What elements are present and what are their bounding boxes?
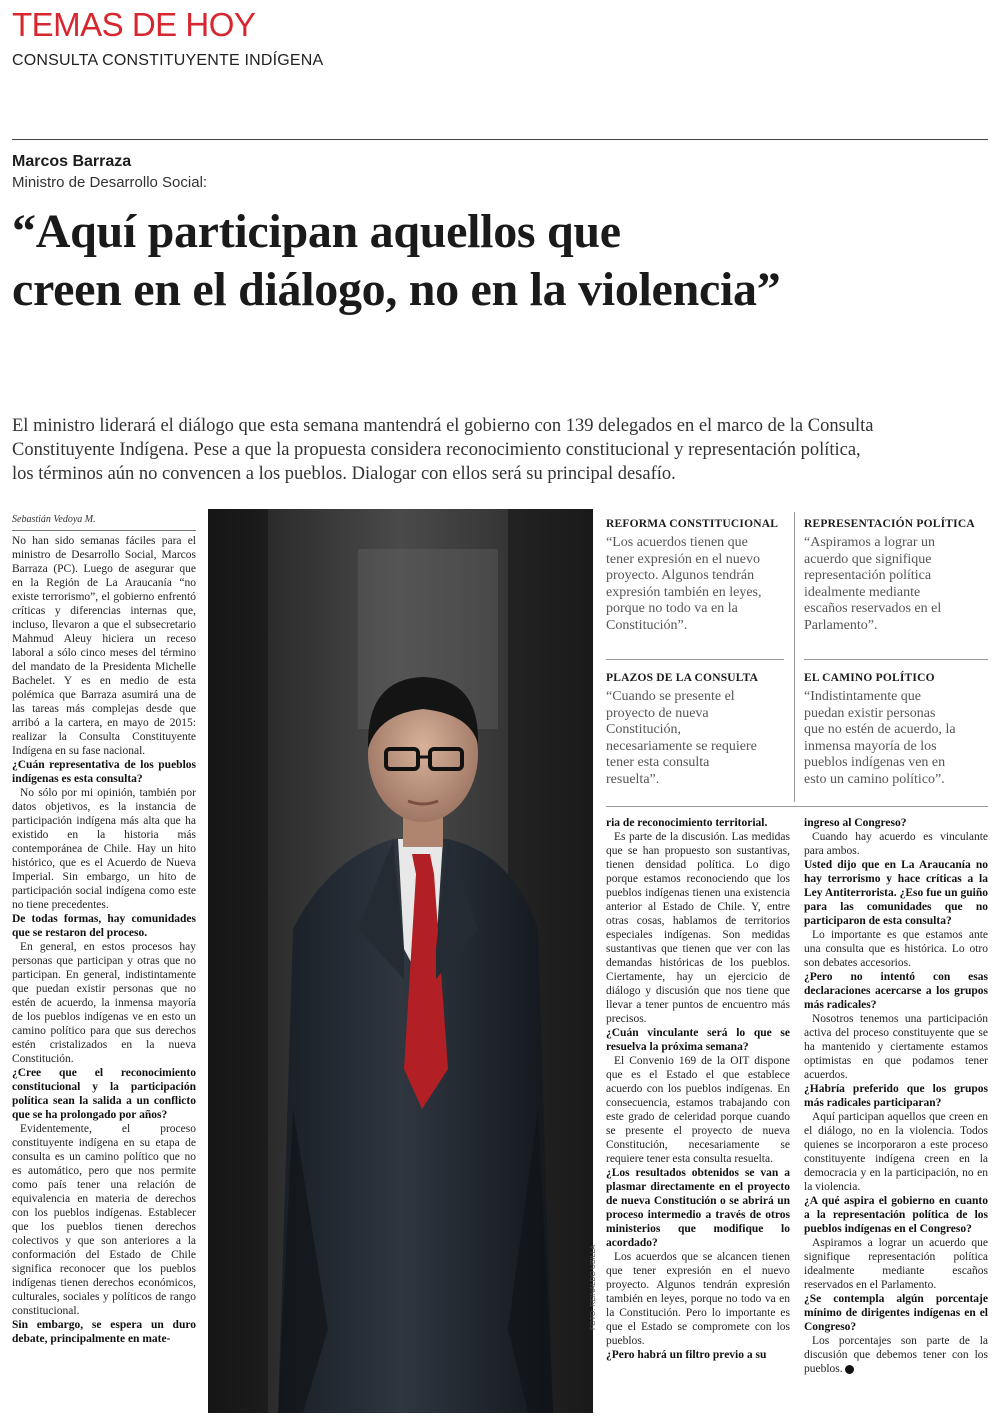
- paragraph-text: ¿Cree que el reconocimiento constitucional y la participación política sean la salida a un conflicto que se ha prolongado por años?: [12, 1067, 196, 1121]
- article-paragraph: [606, 1054, 790, 1166]
- quote-line: “Aspiramos a lograr un: [804, 535, 936, 550]
- interview-question: [804, 816, 988, 830]
- paragraph-text: En general, en estos procesos hay personas que participan y otras que no participan. En general, indistintamente que puedan existir personas que no estén de acuerdo, la inmensa mayoría de los pueblos indígenas ve en esto un camino político para que sus derechos estén cristalizados en la nueva Constitución.: [12, 941, 196, 1065]
- quote-line: “Indistintamente que: [804, 689, 922, 704]
- quote-line: “Los acuerdos tienen que: [606, 535, 748, 550]
- interview-question: [606, 1348, 790, 1362]
- interview-question: [804, 1082, 988, 1110]
- quote-line: escaños reservados en el: [804, 601, 942, 616]
- interview-question: [804, 1194, 988, 1236]
- paragraph-text: Los acuerdos que se alcancen tienen que tener expresión en el nuevo proyecto. Algunos tendrán expresión también en leyes, porque no todo va en la Constitución. Pero lo importante es que el Estado se compromete con los pueblos.: [606, 1251, 790, 1347]
- quote-box-camino: [804, 672, 990, 788]
- article-paragraph: [804, 830, 988, 858]
- quote-line: tener esta consulta: [606, 755, 710, 770]
- article-author: Sebastián Vedoya M.: [12, 514, 96, 525]
- section-subtitle: CONSULTA CONSTITUYENTE INDÍGENA: [12, 52, 324, 69]
- paragraph-text: Aspiramos a lograr un acuerdo que signifique representación política idealmente mediante escaños reservados en el Parlamento.: [804, 1237, 988, 1291]
- quote-box-plazos: [606, 672, 784, 788]
- paragraph-text: ria de reconocimiento territorial.: [606, 817, 768, 829]
- quote-line: inmensa mayoría de los: [804, 738, 937, 754]
- interview-question: [606, 1166, 790, 1250]
- lead-paragraph: [12, 414, 992, 486]
- author-divider: [12, 530, 196, 531]
- paragraph-text: ¿A qué aspira el gobierno en cuanto a la representación política de los pueblos indígenas en el Congreso?: [804, 1195, 988, 1235]
- paragraph-text: ¿Pero habrá un filtro previo a su: [606, 1349, 767, 1361]
- headline-line: creen en el diálogo, no en la violencia”: [12, 263, 781, 316]
- article-paragraph: [12, 940, 196, 1066]
- paragraph-text: Aquí participan aquellos que creen en el diálogo, no en la violencia. Todos quienes se incorporaron a este proceso constituyente indígena creen en la democracia y en la participación, no en la violencia.: [804, 1111, 988, 1193]
- interview-question: [804, 970, 988, 1012]
- paragraph-text: Cuando hay acuerdo es vinculante para ambos.: [804, 831, 988, 857]
- interview-question: [804, 858, 988, 928]
- lead-line: El ministro liderará el diálogo que esta semana mantendrá el gobierno con 139 delegados en el marco de la Consulta: [12, 416, 874, 436]
- quote-line: acuerdo que signifique: [804, 551, 932, 567]
- paragraph-text: ¿Se contempla algún porcentaje mínimo de dirigentes indígenas en el Congreso?: [804, 1293, 988, 1333]
- top-divider: [12, 139, 988, 140]
- end-mark-icon: [845, 1365, 854, 1374]
- interview-question: [12, 1066, 196, 1122]
- photo-credit: FOTO: REINALDO UBILLA: [590, 1244, 597, 1330]
- quote-line: idealmente mediante: [804, 584, 921, 600]
- quote-line: proyecto de nueva: [606, 705, 709, 721]
- interviewee-role: Ministro de Desarrollo Social:: [12, 174, 208, 191]
- quote-box-reforma: [606, 518, 784, 634]
- lead-line: Constituyente Indígena. Pese a que la propuesta considera reconocimiento constitucional y representación política,: [12, 440, 861, 460]
- paragraph-text: ¿Cuán vinculante será lo que se resuelva la próxima semana?: [606, 1027, 790, 1053]
- paragraph-text: ¿Pero no intentó con esas declaraciones acercarse a los grupos más radicales?: [804, 971, 988, 1011]
- quote-line: “Cuando se presente el: [606, 689, 735, 704]
- box-divider: [794, 512, 795, 802]
- article-paragraph: [804, 1110, 988, 1194]
- paragraph-text: El Convenio 169 de la OIT dispone que es el Estado el que establece acuerdo con los pueblos indígenas. En consecuencia, estamos trabajando con este grado de celeridad porque cuando se presente el proyecto de nueva Constitución, necesariamente se requiere tener esta consulta resuelta.: [606, 1055, 790, 1165]
- article-paragraph: [804, 928, 988, 970]
- section-label: TEMAS DE HOY: [12, 6, 256, 43]
- paragraph-text: ¿Los resultados obtenidos se van a plasmar directamente en el proyecto de nueva Constitución o se abrirá un proceso intermedio a través de otros ministerios que modifique lo acordado?: [606, 1167, 790, 1249]
- quote-box-heading: PLAZOS DE LA CONSULTA: [606, 672, 759, 684]
- box-divider: [606, 659, 784, 660]
- article-paragraph: [804, 1236, 988, 1292]
- quote-line: Constitución,: [606, 722, 682, 737]
- article-paragraph: [12, 786, 196, 912]
- quote-line: Constitución”.: [606, 617, 688, 633]
- box-divider: [804, 659, 988, 660]
- quote-box-representacion: [804, 518, 990, 634]
- paragraph-text: De todas formas, hay comunidades que se restaron del proceso.: [12, 913, 196, 939]
- headline-line: “Aquí participan aquellos que: [12, 205, 621, 258]
- portrait-photo: [208, 509, 593, 1413]
- paragraph-text: ¿Cuán representativa de los pueblos indígenas es esta consulta?: [12, 759, 196, 785]
- paragraph-text: ¿Habría preferido que los grupos más radicales participaran?: [804, 1083, 988, 1109]
- interview-question: [606, 816, 790, 830]
- article-column-3: [606, 816, 790, 1362]
- article-paragraph: [606, 1250, 790, 1348]
- quote-box-text: [606, 535, 784, 634]
- article-paragraph: [804, 1334, 988, 1376]
- interview-question: [12, 758, 196, 786]
- quote-box-heading: REFORMA CONSTITUCIONAL: [606, 518, 779, 530]
- interview-question: [12, 1318, 196, 1346]
- quote-box-text: [606, 689, 784, 788]
- article-paragraph: [804, 1012, 988, 1082]
- paragraph-text: Usted dijo que en La Araucanía no hay terrorismo y hace críticas a la Ley Antiterrorista. ¿Eso fue un guiño para las comunidades que no participaron de esta consulta?: [804, 859, 988, 927]
- paragraph-text: Nosotros tenemos una participación activa del proceso constituyente que se ha mantenido y ciertamente estamos optimistas en que podamos tener acuerdos.: [804, 1013, 988, 1081]
- quote-line: representación política: [804, 568, 932, 583]
- paragraph-text: Lo importante es que estamos ante una consulta que es histórica. Lo otro son debates accesorios.: [804, 929, 988, 969]
- quote-box-text: [804, 689, 990, 788]
- paragraph-text: No sólo por mi opinión, también por datos objetivos, es la instancia de participación indígena más alta que ha existido en la historia más contemporánea de Chile. Hay un hito histórico, que es el Acuerdo de Nueva Imperial. Sin embargo, un hito de participación social indígena como este no tiene precedentes.: [12, 787, 196, 911]
- lead-line: los términos aún no convencen a los pueblos. Dialogar con ellos será su principal desafío.: [12, 464, 676, 484]
- box-divider: [606, 806, 988, 807]
- quote-line: Parlamento”.: [804, 617, 878, 633]
- article-column-4: [804, 816, 988, 1376]
- quote-line: expresión también en leyes,: [606, 584, 762, 600]
- article-paragraph: [12, 534, 196, 758]
- quote-box-heading: REPRESENTACIÓN POLÍTICA: [804, 518, 975, 530]
- article-column-1: [12, 534, 196, 1346]
- interviewee-name: Marcos Barraza: [12, 153, 132, 170]
- paragraph-text: No han sido semanas fáciles para el ministro de Desarrollo Social, Marcos Barraza (PC). Luego de asegurar que en la Región de La Araucanía “no existe terrorismo”, el gobierno enfrentó críticas y diferencias internas que, incluso, llevaron a que el subsecretario Mahmud Aleuy hiciera un receso laboral a sólo cinco meses del término del mandato de la Presidenta Michelle Bachelet. Y es en medio de esta polémica que Barraza asumirá una de las tareas más complejas desde que arribó a la cartera, en mayo de 2015: realizar la Consulta Constituyente Indígena en su fase nacional.: [12, 535, 196, 757]
- quote-line: puedan existir personas: [804, 705, 936, 721]
- paragraph-text: Los porcentajes son parte de la discusión que debemos tener con los pueblos.: [804, 1335, 988, 1375]
- article-paragraph: [606, 830, 790, 1026]
- paragraph-text: Sin embargo, se espera un duro debate, principalmente en mate-: [12, 1319, 196, 1345]
- article-paragraph: [12, 1122, 196, 1318]
- quote-box-text: [804, 535, 990, 634]
- paragraph-text: ingreso al Congreso?: [804, 817, 907, 829]
- quote-box-heading: EL CAMINO POLÍTICO: [804, 672, 935, 684]
- quote-line: proyecto. Algunos tendrán: [606, 568, 755, 583]
- interview-question: [804, 1292, 988, 1334]
- interview-question: [12, 912, 196, 940]
- quote-line: que no estén de acuerdo, la: [804, 722, 956, 737]
- quote-line: esto un camino político”.: [804, 771, 945, 787]
- quote-line: porque no todo va en la: [606, 601, 738, 616]
- headline: [12, 203, 988, 319]
- paragraph-text: Es parte de la discusión. Las medidas que se han propuesto son sustantivas, tienen densidad política. Lo digo porque estamos reconociendo que los pueblos indígenas tienen una existencia anterior al Estado de Chile. Y, entre otras cosas, hablamos de territorios especiales indígenas. Son medidas sustantivas que tienen que ver con las demandas históricas de los pueblos. Ciertamente, hay un ejercicio de diálogo y discusión que nos tiene que llevar a tener puntos de encuentro más precisos.: [606, 831, 790, 1025]
- quote-line: necesariamente se requiere: [606, 738, 757, 754]
- paragraph-text: Evidentemente, el proceso constituyente indígena en su etapa de consulta es un camino político que no es automático, pero que nos permite como país tener una relación de equivalencia en materia de derechos con los pueblos indígenas. Establecer que los pueblos tienen derechos colectivos y que son anteriores a la conformación del Estado de Chile significa reconocer que los pueblos indígenas tienen derechos económicos, culturales, sociales y políticos de rango constitucional.: [12, 1123, 196, 1317]
- quote-line: resuelta”.: [606, 771, 660, 787]
- quote-line: tener expresión en el nuevo: [606, 551, 760, 567]
- interview-question: [606, 1026, 790, 1054]
- quote-line: pueblos indígenas ven en: [804, 755, 946, 770]
